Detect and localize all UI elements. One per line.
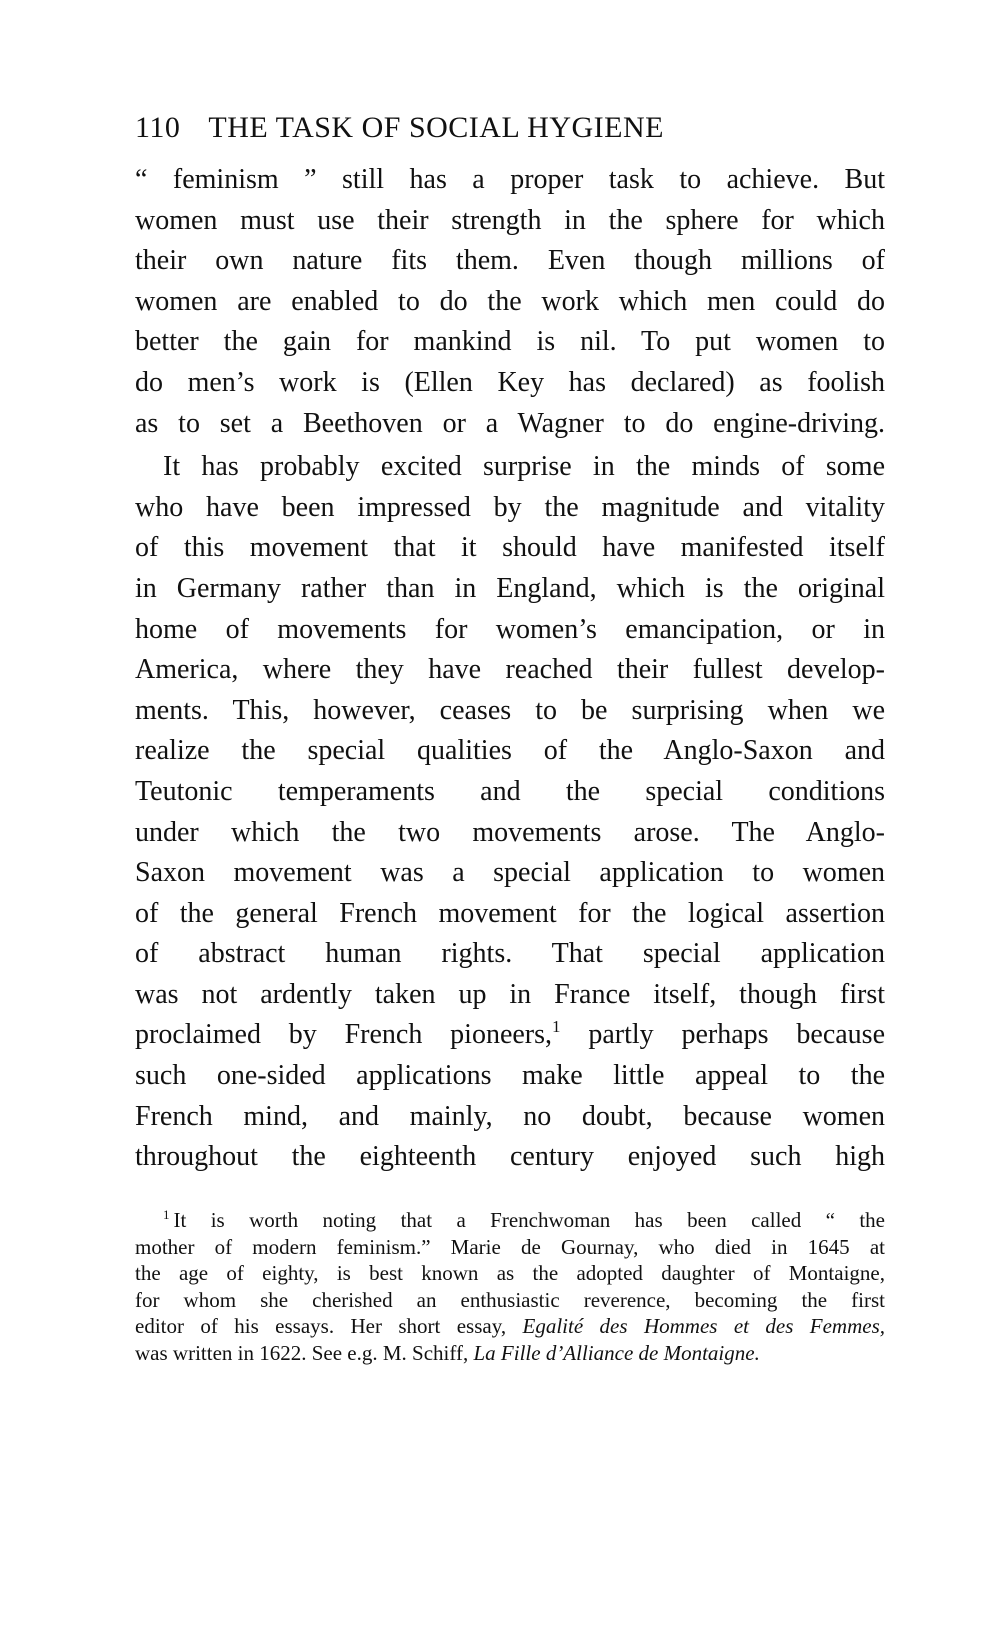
footnote-segment: It is worth noting that a Frenchwoman has been called “ the (173, 1208, 885, 1232)
text-line: women must use their strength in the sphere for which (135, 204, 885, 236)
text-line: such one-sided applications make little appeal to the (135, 1060, 885, 1092)
footnote-line: the age of eighty, is best known as the adopted daughter of Montaigne, (135, 1261, 885, 1285)
text-line: throughout the eighteenth century enjoyed such high (135, 1141, 885, 1173)
footnote-line (135, 1313, 885, 1340)
text-line: in Germany rather than in England, which is the original (135, 572, 885, 604)
text-line: home of movements for women’s emancipation, or in (135, 613, 885, 645)
text-line: French mind, and mainly, no doubt, because women (135, 1100, 885, 1132)
text-line: of the general French movement for the logical assertion (135, 897, 885, 929)
text-line: Teutonic temperaments and the special conditions (135, 775, 885, 807)
footnote-segment: was written in 1622. See e.g. M. Schiff, (135, 1340, 474, 1365)
footnote-segment: editor of his essays. Her short essay, (135, 1314, 523, 1338)
text-line: their own nature fits them. Even though millions of (135, 245, 885, 277)
text-line: America, where they have reached their fullest develop- (135, 654, 885, 686)
footnote-line (135, 1340, 885, 1367)
page-number: 110 (135, 111, 181, 144)
running-title: THE TASK OF SOCIAL HYGIENE (208, 111, 664, 144)
text-line: better the gain for mankind is nil. To put women to (135, 326, 885, 358)
text-line: who have been impressed by the magnitude and vitality (135, 491, 885, 523)
text-line: ments. This, however, ceases to be surprising when we (135, 694, 885, 726)
text-segment: proclaimed by French pioneers, (135, 1019, 553, 1051)
footnote-line (135, 1207, 885, 1234)
footnote-line: mother of modern feminism.” Marie de Gournay, who died in 1645 at (135, 1234, 885, 1259)
main-text (135, 160, 885, 1178)
running-header (135, 108, 885, 148)
text-line: was not ardently taken up in France itself, though first (135, 978, 885, 1010)
footnote-reference: 1 (552, 1017, 561, 1037)
footnote-essay-title: Egalité des Hommes et des Femmes, (522, 1314, 885, 1338)
text-line: as to set a Beethoven or a Wagner to do engine-driving. (135, 407, 885, 439)
text-line: under which the two movements arose. The Anglo- (135, 816, 885, 848)
text-line: Saxon movement was a special application to women (135, 857, 885, 889)
footnote-marker: 1 (163, 1207, 170, 1222)
text-line-with-footnote-ref (135, 1015, 885, 1056)
text-line: realize the special qualities of the Anglo-Saxon and (135, 735, 885, 767)
footnote-line: for whom she cherished an enthusiastic reverence, becoming the first (135, 1287, 885, 1312)
footnote (135, 1207, 885, 1366)
footnote-book-title: La Fille d’Alliance de Montaigne. (473, 1340, 760, 1365)
text-segment: partly perhaps because (560, 1019, 885, 1051)
text-line: “ feminism ” still has a proper task to achieve. But (135, 164, 885, 195)
text-line: women are enabled to do the work which men could do (135, 285, 885, 317)
text-line: of abstract human rights. That special application (135, 938, 885, 970)
text-line: do men’s work is (Ellen Key has declared) as foolish (135, 366, 885, 398)
text-line: It has probably excited surprise in the minds of some (163, 451, 885, 483)
text-line: of this movement that it should have manifested itself (135, 532, 885, 564)
